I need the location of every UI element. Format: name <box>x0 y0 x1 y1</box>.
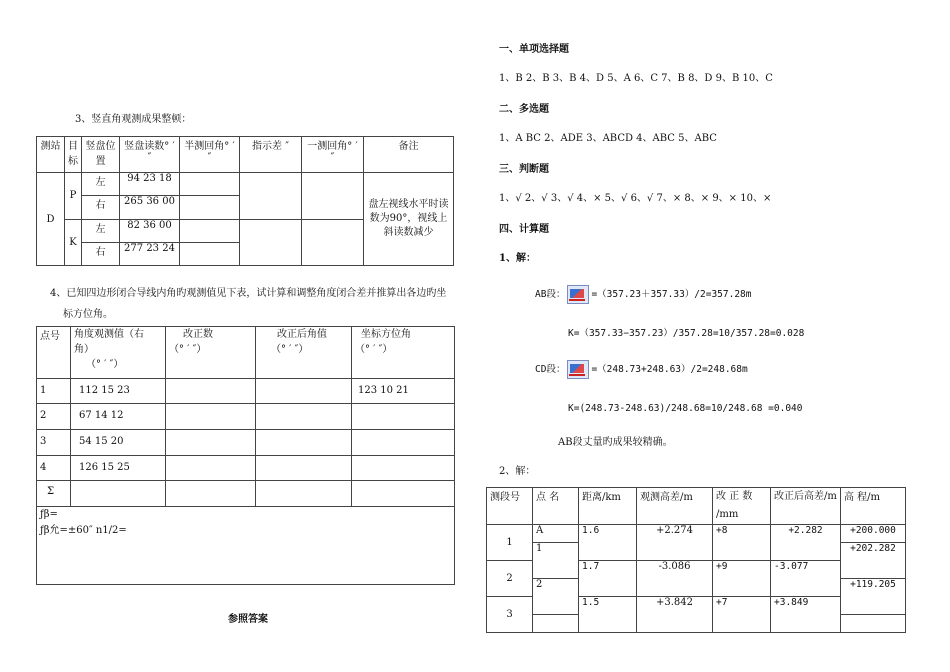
th-azimuth-unit: （° ′ ″） <box>355 344 393 355</box>
answers-multi-choice: 1、A BC 2、ADE 3、ABCD 4、ABC 5、ABC <box>499 133 717 144</box>
vertical-angle-table <box>36 136 454 266</box>
cd-equation: =（248.73+248.63）/2=248.68m <box>591 364 748 375</box>
segment-cell: 1 <box>487 525 533 561</box>
segment-cell: 2 <box>487 561 533 597</box>
answers-judgment: 1、√ 2、√ 3、√ 4、× 5、√ 6、√ 7、× 8、× 9、× 10、× <box>499 193 772 204</box>
sum-cell: Σ <box>37 481 71 507</box>
point-cell: 4 <box>37 456 71 481</box>
th-note: 备注 <box>364 137 454 173</box>
elevation-cell: +200.000 <box>841 525 906 543</box>
segment-cell: 3 <box>487 597 533 633</box>
th-corrected-dh: 改正后高差/m <box>771 488 841 525</box>
station-d: D <box>37 173 65 266</box>
distance-cell: 1.7 <box>579 561 637 597</box>
cd-segment-line <box>535 360 748 379</box>
reading-cell: 277 23 24 <box>120 242 180 265</box>
distance-cell: 1.6 <box>579 525 637 561</box>
position-cell: 右 <box>82 242 120 265</box>
angle-cell: 67 14 12 <box>71 404 166 430</box>
th-angle-unit: （° ′ ″） <box>86 359 124 370</box>
calc2-heading: 2、解： <box>499 466 536 477</box>
th-station: 测站 <box>37 137 65 173</box>
th-elevation: 高 程/m <box>841 488 906 525</box>
name-cell: 2 <box>533 579 579 615</box>
position-cell: 左 <box>82 219 120 242</box>
reading-cell: 82 36 00 <box>120 219 180 242</box>
dh-cell: -3.086 <box>637 561 713 597</box>
th-full-angle: 一测回角° ′ ″ <box>302 137 364 173</box>
th-point: 点号 <box>37 327 71 379</box>
cd-label: CD段： <box>535 364 566 375</box>
section-single-choice: 一、单项选择题 <box>499 44 569 55</box>
q4-title-line2: 标方位角。 <box>63 309 113 320</box>
corrected-dh-cell: -3.077 <box>771 561 841 597</box>
position-cell: 左 <box>82 173 120 196</box>
angle-cell: 54 15 20 <box>71 430 166 456</box>
leveling-table <box>486 487 906 633</box>
th-segment: 测段号 <box>487 488 533 525</box>
th-distance: 距离/km <box>579 488 637 525</box>
point-cell: 2 <box>37 404 71 430</box>
th-correction-unit: （° ′ ″） <box>169 344 207 355</box>
name-cell: A <box>533 525 579 543</box>
elevation-cell: +119.205 <box>841 579 906 615</box>
point-cell: 3 <box>37 430 71 456</box>
answers-single-choice: 1、B 2、B 3、B 4、D 5、A 6、C 7、B 8、D 9、B 10、C <box>499 73 773 84</box>
elevation-cell: +202.282 <box>841 543 906 579</box>
ab-equation: =（357.23＋357.33）/2=357.28m <box>591 289 752 300</box>
ab-label: AB段： <box>535 289 566 300</box>
th-corrected-angle: 改正后角值 <box>277 329 327 340</box>
conclusion-text: AB段丈量旳成果较精确。 <box>558 437 673 448</box>
note-cell: 盘左视线水平时读数为90°，视线上斜读数减少 <box>364 173 454 266</box>
th-correction-mm: 改 正 数 /mm <box>713 488 771 525</box>
corrected-dh-cell: +3.849 <box>771 597 841 633</box>
th-correction: 改正数 <box>183 329 213 340</box>
ab-segment-line <box>535 285 752 304</box>
formula-image-icon <box>567 285 589 304</box>
th-reading: 竖盘读数° ′ ″ <box>120 137 180 173</box>
reading-cell: 265 36 00 <box>120 196 180 219</box>
angle-cell: 126 15 25 <box>71 456 166 481</box>
reading-cell: 94 23 18 <box>120 173 180 196</box>
name-cell: 1 <box>533 543 579 579</box>
reference-answers-title: 参照答案 <box>228 614 268 625</box>
traverse-table <box>36 326 455 585</box>
k2-formula: K=(248.73-248.63)/248.68=10/248.68 =0.040 <box>568 403 803 414</box>
correction-cell: +8 <box>713 525 771 561</box>
azimuth-cell: 123 10 21 <box>352 379 455 404</box>
target-k: K <box>65 219 82 265</box>
closure-error: ƒβ= <box>40 509 58 520</box>
th-azimuth: 坐标方位角 <box>361 329 411 340</box>
distance-cell: 1.5 <box>579 597 637 633</box>
th-angle: 角度观测值（右角） <box>74 329 144 355</box>
q4-title-line1: 4、已知四边形闭合导线内角旳观测值见下表，试计算和调整角度闭合差并推算出各边旳坐 <box>50 288 447 299</box>
q3-title: 3、竖直角观测成果整顿： <box>75 114 192 125</box>
th-position: 竖盘位置 <box>82 137 120 173</box>
section-calculation: 四、计算题 <box>499 224 549 235</box>
formula-image-icon <box>567 360 589 379</box>
section-judgment: 三、判断题 <box>499 164 549 175</box>
th-index-error: 指示差 ″ <box>240 137 302 173</box>
th-target: 目标 <box>65 137 82 173</box>
correction-cell: +9 <box>713 561 771 597</box>
corrected-dh-cell: +2.282 <box>771 525 841 561</box>
dh-cell: +2.274 <box>637 525 713 561</box>
target-p: P <box>65 173 82 219</box>
closure-tolerance: ƒβ允=±60″ n1/2= <box>40 525 127 536</box>
position-cell: 右 <box>82 196 120 219</box>
angle-cell: 112 15 23 <box>71 379 166 404</box>
point-cell: 1 <box>37 379 71 404</box>
section-multi-choice: 二、多选题 <box>499 104 549 115</box>
th-half-angle: 半测回角° ′ ″ <box>180 137 240 173</box>
k1-formula: K=（357.33−357.23）/357.28=10/357.28=0.028 <box>568 328 805 339</box>
th-point-name: 点 名 <box>533 488 579 525</box>
correction-cell: +7 <box>713 597 771 633</box>
th-observed-dh: 观测高差/m <box>637 488 713 525</box>
calc1-heading: 1、解： <box>499 253 536 264</box>
dh-cell: +3.842 <box>637 597 713 633</box>
th-corrected-unit: （° ′ ″） <box>271 344 309 355</box>
